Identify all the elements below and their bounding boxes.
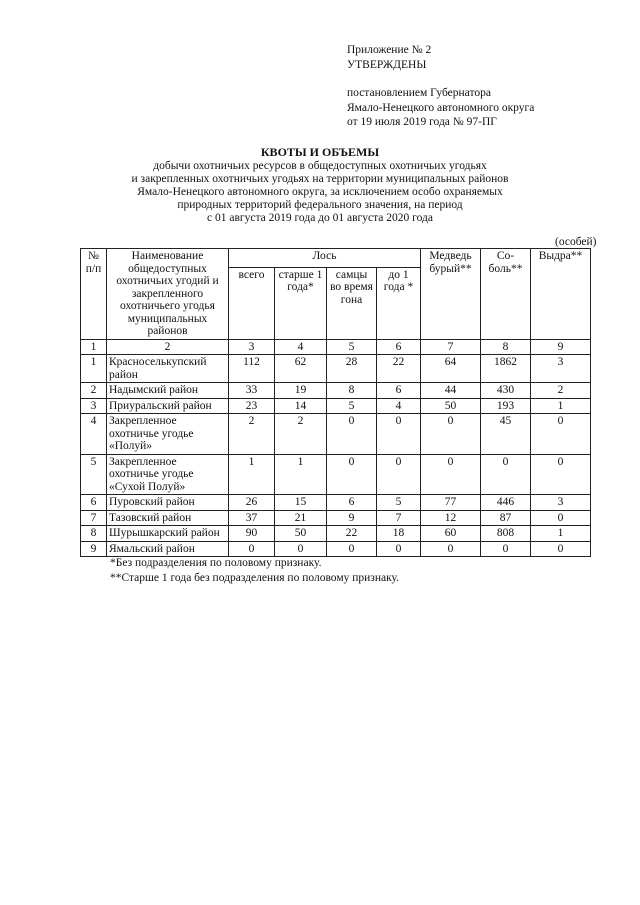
row-value: 6	[377, 383, 421, 399]
row-value: 5	[327, 398, 377, 414]
row-value: 33	[229, 383, 275, 399]
table-row	[81, 510, 591, 526]
row-value: 0	[531, 414, 591, 455]
row-value: 0	[377, 454, 421, 495]
row-value: 1862	[481, 355, 531, 383]
table-row	[81, 414, 591, 455]
row-value: 2	[531, 383, 591, 399]
row-value: 9	[327, 510, 377, 526]
row-value: 22	[377, 355, 421, 383]
row-value: 0	[421, 541, 481, 557]
decree-line-1: постановлением Губернатора	[347, 87, 491, 99]
row-name: Закрепленное охотничье угодье «Сухой Полуй»	[107, 454, 229, 495]
table-body	[81, 339, 591, 557]
row-value: 808	[481, 526, 531, 542]
row-name: Закрепленное охотничье угодье «Полуй»	[107, 414, 229, 455]
row-value: 446	[481, 495, 531, 511]
row-name: Надымский район	[107, 383, 229, 399]
row-name: Шурышкарский район	[107, 526, 229, 542]
header-bear: Медведь бурый**	[421, 249, 481, 340]
row-value: 0	[481, 454, 531, 495]
footnote: *Без подразделения по половому признаку.	[110, 557, 322, 569]
index-cell: 3	[229, 339, 275, 355]
index-cell: 5	[327, 339, 377, 355]
header-otter: Выдра**	[531, 249, 591, 340]
row-value: 1	[229, 454, 275, 495]
index-cell: 1	[81, 339, 107, 355]
document-title: КВОТЫ И ОБЪЕМЫ	[260, 145, 380, 159]
subtitle-line: с 01 августа 2019 года до 01 августа 2020 года	[207, 212, 433, 224]
unit-note: (особей)	[555, 236, 597, 248]
row-value: 37	[229, 510, 275, 526]
row-value: 2	[229, 414, 275, 455]
row-value: 3	[531, 355, 591, 383]
row-value: 5	[377, 495, 421, 511]
row-value: 45	[481, 414, 531, 455]
header-moose-young: до 1 года *	[377, 267, 421, 339]
row-value: 22	[327, 526, 377, 542]
row-value: 50	[275, 526, 327, 542]
row-value: 0	[421, 414, 481, 455]
row-number: 7	[81, 510, 107, 526]
footnotes	[110, 556, 399, 585]
footnote: **Старше 1 года без подразделения по половому признаку.	[110, 571, 399, 584]
row-value: 1	[275, 454, 327, 495]
header-moose-males: самцы во время гона	[327, 267, 377, 339]
row-value: 7	[377, 510, 421, 526]
table-row	[81, 383, 591, 399]
row-name: Приуральский район	[107, 398, 229, 414]
row-value: 0	[377, 541, 421, 557]
index-cell: 4	[275, 339, 327, 355]
row-value: 19	[275, 383, 327, 399]
header-name: Наименование общедоступных охотничьих угодий и закрепленного охотничьего угодья муниципальных районов	[107, 249, 229, 340]
table-row	[81, 541, 591, 557]
row-name: Ямальский район	[107, 541, 229, 557]
appendix-block	[347, 43, 534, 130]
row-value: 50	[421, 398, 481, 414]
row-name: Красноселькупский район	[107, 355, 229, 383]
row-value: 1	[531, 398, 591, 414]
row-value: 430	[481, 383, 531, 399]
row-value: 0	[327, 414, 377, 455]
index-cell: 2	[107, 339, 229, 355]
index-cell: 6	[377, 339, 421, 355]
table-row	[81, 526, 591, 542]
appendix-number: Приложение № 2	[347, 44, 432, 56]
row-number: 9	[81, 541, 107, 557]
row-value: 6	[327, 495, 377, 511]
table-row	[81, 495, 591, 511]
header-number: № п/п	[81, 249, 107, 340]
subtitle-line: и закрепленных охотничьих угодьях на территории муниципальных районов	[131, 173, 509, 185]
row-value: 14	[275, 398, 327, 414]
table-row	[81, 454, 591, 495]
header-moose-total: всего	[229, 267, 275, 339]
header-moose-older: старше 1 года*	[275, 267, 327, 339]
row-value: 0	[275, 541, 327, 557]
row-value: 62	[275, 355, 327, 383]
row-number: 1	[81, 355, 107, 383]
row-value: 4	[377, 398, 421, 414]
row-name: Тазовский район	[107, 510, 229, 526]
row-value: 0	[531, 454, 591, 495]
row-value: 77	[421, 495, 481, 511]
row-value: 0	[229, 541, 275, 557]
row-value: 0	[327, 541, 377, 557]
row-number: 2	[81, 383, 107, 399]
index-cell: 7	[421, 339, 481, 355]
row-number: 4	[81, 414, 107, 455]
row-value: 23	[229, 398, 275, 414]
row-value: 0	[531, 541, 591, 557]
approved-label: УТВЕРЖДЕНЫ	[347, 58, 427, 71]
table-row	[81, 355, 591, 383]
decree-line-2: Ямало-Ненецкого автономного округа	[347, 101, 535, 114]
row-value: 0	[531, 510, 591, 526]
row-value: 8	[327, 383, 377, 399]
row-number: 5	[81, 454, 107, 495]
subtitle-line: Ямало-Ненецкого автономного округа, за исключением особо охраняемых	[137, 186, 503, 198]
quota-table	[80, 248, 591, 557]
row-value: 0	[377, 414, 421, 455]
row-value: 26	[229, 495, 275, 511]
row-value: 3	[531, 495, 591, 511]
row-value: 90	[229, 526, 275, 542]
subtitle-line: добычи охотничьих ресурсов в общедоступных охотничьих угодьях	[153, 160, 487, 172]
document-subtitle	[0, 160, 640, 225]
row-number: 6	[81, 495, 107, 511]
row-value: 0	[327, 454, 377, 495]
row-value: 21	[275, 510, 327, 526]
row-number: 8	[81, 526, 107, 542]
index-cell: 8	[481, 339, 531, 355]
row-value: 2	[275, 414, 327, 455]
header-moose: Лось	[229, 249, 421, 268]
row-value: 0	[481, 541, 531, 557]
row-value: 44	[421, 383, 481, 399]
row-number: 3	[81, 398, 107, 414]
row-value: 60	[421, 526, 481, 542]
subtitle-line: природных территорий федерального значения, на период	[177, 199, 463, 211]
row-value: 193	[481, 398, 531, 414]
header-sable: Со-боль**	[481, 249, 531, 340]
row-name: Пуровский район	[107, 495, 229, 511]
table-row	[81, 398, 591, 414]
row-value: 12	[421, 510, 481, 526]
decree-line-3: от 19 июля 2019 года № 97-ПГ	[347, 116, 497, 128]
row-value: 28	[327, 355, 377, 383]
row-value: 1	[531, 526, 591, 542]
row-value: 87	[481, 510, 531, 526]
row-value: 112	[229, 355, 275, 383]
index-cell: 9	[531, 339, 591, 355]
index-row	[81, 339, 591, 355]
row-value: 64	[421, 355, 481, 383]
row-value: 0	[421, 454, 481, 495]
row-value: 18	[377, 526, 421, 542]
row-value: 15	[275, 495, 327, 511]
